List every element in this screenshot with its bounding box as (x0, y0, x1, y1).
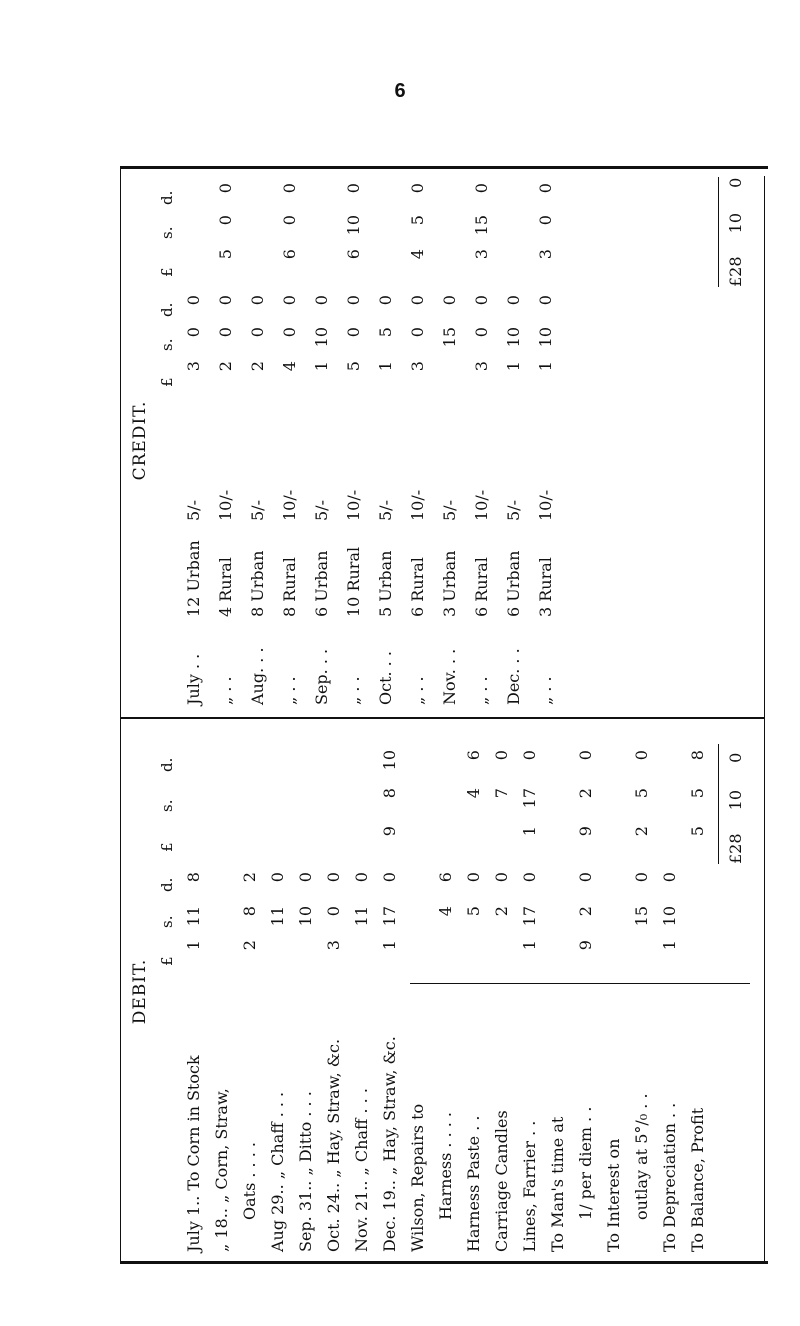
debit-row (324, 719, 348, 1264)
debit-row-label: To Balance, Profit (688, 1107, 707, 1252)
credit-row (408, 164, 432, 717)
debit-row-shillings-2: 5 (688, 788, 707, 799)
credit-row-pence: 0 (376, 295, 395, 306)
debit-row-shillings: 11 (268, 906, 287, 927)
credit-row (344, 164, 368, 717)
debit-row-shillings: 2 (576, 906, 595, 917)
credit-row-pounds-2: 6 (344, 249, 363, 260)
debit-row-shillings: 0 (324, 906, 343, 917)
debit-row-pence-2: 10 (380, 750, 399, 771)
debit-row-shillings-2: 2 (576, 788, 595, 799)
debit-row (240, 719, 264, 1264)
debit-row-pounds-2: 5 (688, 826, 707, 837)
credit-row-pounds-2: 4 (408, 249, 427, 260)
debit-row-shillings: 5 (464, 906, 483, 917)
debit-col-pence-2: d. (158, 757, 176, 772)
credit-row-shillings: 5 (376, 327, 395, 338)
credit-row-journeys: 8 Rural (280, 557, 299, 617)
debit-row (380, 719, 404, 1264)
debit-row-pence: 0 (268, 872, 287, 883)
debit-row (268, 719, 292, 1264)
credit-row-pounds: 1 (376, 361, 395, 372)
credit-row-journeys: 5 Urban (376, 550, 395, 617)
credit-row-rate: 10/- (280, 489, 299, 521)
debit-row-label: „ 18.. „ Corn, Straw, (212, 1088, 231, 1252)
credit-row-pence: 0 (472, 295, 491, 306)
debit-row-pence-2: 0 (632, 750, 651, 761)
credit-row-shillings: 0 (280, 327, 299, 338)
credit-row-shillings: 0 (344, 327, 363, 338)
credit-row-month: Dec. . . (504, 648, 523, 705)
credit-col-pence-2: d. (158, 190, 176, 205)
debit-col-pound-2: £ (158, 842, 176, 852)
credit-row (216, 164, 240, 717)
credit-row-month: „ . . (344, 676, 363, 705)
debit-row-shillings-2: 4 (464, 788, 483, 799)
debit-col-shilling: s. (158, 915, 176, 928)
credit-row-rate: 5/- (184, 500, 203, 521)
credit-col-pound: £ (158, 377, 176, 387)
credit-total (726, 178, 745, 287)
credit-col-pence: d. (158, 302, 176, 317)
debit-row (492, 719, 516, 1264)
debit-row-label: Dec. 19.. „ Hay, Straw, &c. (380, 1036, 399, 1252)
credit-row-pounds-2: 6 (280, 249, 299, 260)
credit-heading: CREDIT. (130, 400, 150, 481)
debit-row-pounds-2: 1 (520, 826, 539, 837)
credit-row-journeys: 6 Rural (472, 557, 491, 617)
debit-row-pounds: 2 (240, 940, 259, 951)
credit-row-rate: 5/- (312, 500, 331, 521)
debit-row (660, 719, 684, 1264)
debit-row-pounds: 1 (520, 940, 539, 951)
debit-row (436, 719, 460, 1264)
credit-row-rate: 5/- (504, 500, 523, 521)
debit-col-shilling-2: s. (158, 799, 176, 812)
credit-row-shillings-2: 0 (536, 215, 555, 226)
credit-row-pence: 0 (536, 295, 555, 306)
credit-row-month: „ . . (280, 676, 299, 705)
credit-row-month: Sep. . . (312, 648, 331, 705)
credit-row-shillings-2: 0 (216, 215, 235, 226)
debit-row (688, 719, 712, 1264)
credit-row-rate: 10/- (536, 489, 555, 521)
debit-row-shillings: 10 (660, 906, 679, 927)
debit-row-pence-2: 0 (576, 750, 595, 761)
credit-row-pence-2: 0 (216, 183, 235, 194)
debit-heading: DEBIT. (130, 958, 150, 1025)
credit-total-pence: 0 (726, 177, 745, 188)
debit-row-pence-2: 0 (520, 750, 539, 761)
credit-row-pounds: 5 (344, 361, 363, 372)
credit-row-pence: 0 (504, 295, 523, 306)
debit-row-pounds: 1 (380, 940, 399, 951)
credit-row (440, 164, 464, 717)
credit-row-pounds: 1 (504, 361, 523, 372)
rotated-ledger (120, 166, 764, 1264)
credit-row-shillings: 10 (536, 327, 555, 348)
debit-row-shillings: 17 (380, 906, 399, 927)
credit-row-pence: 0 (312, 295, 331, 306)
credit-row (376, 164, 400, 717)
debit-row-shillings-2: 8 (380, 788, 399, 799)
credit-row-shillings: 10 (504, 327, 523, 348)
credit-row-shillings: 10 (312, 327, 331, 348)
right-rule (764, 176, 765, 1264)
debit-col-pence: d. (158, 877, 176, 892)
credit-row-pence: 0 (248, 295, 267, 306)
debit-row-shillings-2: 7 (492, 788, 511, 799)
credit-total-shillings: 10 (726, 213, 745, 234)
debit-row-pence: 0 (632, 872, 651, 883)
credit-row-journeys: 12 Urban (184, 540, 203, 617)
debit-col-pound: £ (158, 956, 176, 966)
credit-row-pounds-2: 3 (536, 249, 555, 260)
debit-row-label: Carriage Candles (492, 1110, 511, 1252)
credit-total-pounds: £28 (726, 256, 745, 287)
debit-row-label: Nov. 21.. „ Chaff . . . (352, 1088, 371, 1252)
debit-row-pounds-2: 9 (380, 826, 399, 837)
credit-row-rate: 5/- (440, 500, 459, 521)
credit-row-journeys: 6 Urban (312, 550, 331, 617)
debit-row-pence: 0 (296, 872, 315, 883)
debit-row-pence: 0 (380, 872, 399, 883)
debit-row (212, 719, 236, 1264)
credit-row-pence-2: 0 (408, 183, 427, 194)
credit-row-journeys: 6 Urban (504, 550, 523, 617)
credit-row-shillings: 0 (184, 327, 203, 338)
credit-row-month: „ . . (408, 676, 427, 705)
debit-row-shillings: 2 (492, 906, 511, 917)
credit-row-pence: 0 (344, 295, 363, 306)
credit-total-rule (718, 177, 719, 287)
debit-row-shillings: 4 (436, 906, 455, 917)
credit-row-shillings: 0 (216, 327, 235, 338)
credit-row-pounds: 2 (216, 361, 235, 372)
credit-section (120, 164, 764, 719)
credit-row-shillings-2: 15 (472, 215, 491, 236)
credit-row-journeys: 6 Rural (408, 557, 427, 617)
credit-row-pounds: 1 (536, 361, 555, 372)
debit-row-label: Wilson, Repairs to (408, 1103, 427, 1252)
debit-row (464, 719, 488, 1264)
debit-row-label: July 1.. To Corn in Stock (184, 1055, 203, 1252)
credit-row-rate: 5/- (248, 500, 267, 521)
credit-row-journeys: 4 Rural (216, 557, 235, 617)
credit-row-pounds-2: 5 (216, 249, 235, 260)
debit-row-label: To Man's time at (548, 1116, 567, 1252)
credit-row-month: „ . . (216, 676, 235, 705)
debit-row-pence: 6 (436, 872, 455, 883)
credit-row (280, 164, 304, 717)
debit-total (726, 753, 745, 864)
credit-row-month: Oct. . . (376, 651, 395, 705)
credit-row-pounds: 3 (472, 361, 491, 372)
credit-row-month: Aug. . . (248, 647, 267, 705)
credit-row-pounds-2: 3 (472, 249, 491, 260)
debit-row-shillings: 11 (184, 906, 203, 927)
debit-row (632, 719, 656, 1264)
credit-row (504, 164, 528, 717)
credit-row-pence-2: 0 (280, 183, 299, 194)
debit-row (604, 719, 628, 1264)
debit-row-shillings: 11 (352, 906, 371, 927)
debit-row (576, 719, 600, 1264)
credit-row-pence-2: 0 (472, 183, 491, 194)
credit-row-shillings-2: 5 (408, 215, 427, 226)
debit-row (184, 719, 208, 1264)
debit-row-pence: 0 (576, 872, 595, 883)
credit-row-month: Nov. . . (440, 648, 459, 705)
debit-row-pounds: 1 (660, 940, 679, 951)
debit-row-pence: 0 (464, 872, 483, 883)
credit-row (184, 164, 208, 717)
credit-row-rate: 10/- (472, 489, 491, 521)
credit-row-pence-2: 0 (344, 183, 363, 194)
debit-row-pence: 2 (240, 872, 259, 883)
credit-row-pence: 0 (216, 295, 235, 306)
credit-row-pence: 0 (408, 295, 427, 306)
debit-row-label: Harness Paste . . (464, 1115, 483, 1252)
debit-row-pounds: 9 (576, 940, 595, 951)
credit-row-pence-2: 0 (536, 183, 555, 194)
debit-row (296, 719, 320, 1264)
debit-row-pence: 0 (520, 872, 539, 883)
credit-row-rate: 10/- (344, 489, 363, 521)
debit-row-pence-2: 8 (688, 750, 707, 761)
debit-row-shillings: 15 (632, 906, 651, 927)
debit-row-label: 1/ per diem . . (576, 1106, 595, 1220)
debit-row-pounds: 1 (184, 940, 203, 951)
debit-row-pounds-2: 2 (632, 826, 651, 837)
debit-row-shillings-2: 5 (632, 788, 651, 799)
credit-row-rate: 10/- (216, 489, 235, 521)
credit-row-pounds: 3 (184, 361, 203, 372)
debit-row-label: Lines, Farrier . . (520, 1120, 539, 1252)
credit-row-pounds: 1 (312, 361, 331, 372)
credit-row-pounds: 3 (408, 361, 427, 372)
credit-col-shilling-2: s. (158, 226, 176, 239)
debit-total-pence: 0 (726, 752, 745, 763)
debit-row-label: Aug 29.. „ Chaff . . . (268, 1091, 287, 1252)
debit-total-rule (718, 744, 719, 864)
debit-row-pence-2: 0 (492, 750, 511, 761)
debit-column-rule (410, 983, 750, 984)
debit-total-shillings: 10 (726, 790, 745, 811)
debit-row (352, 719, 376, 1264)
credit-row-shillings: 0 (472, 327, 491, 338)
credit-row-journeys: 10 Rural (344, 546, 363, 617)
credit-row-pence: 0 (280, 295, 299, 306)
credit-row (536, 164, 560, 717)
debit-row (408, 719, 432, 1264)
credit-row-shillings: 0 (248, 327, 267, 338)
debit-total-pounds: £28 (726, 833, 745, 864)
credit-row-shillings: 15 (440, 327, 459, 348)
debit-row-pence: 0 (352, 872, 371, 883)
credit-row-rate: 5/- (376, 500, 395, 521)
credit-row-pounds: 2 (248, 361, 267, 372)
debit-row-label: Harness . . . . (436, 1111, 455, 1220)
credit-row-pence: 0 (440, 295, 459, 306)
debit-row-pence-2: 6 (464, 750, 483, 761)
debit-row-pounds: 3 (324, 940, 343, 951)
debit-row (520, 719, 544, 1264)
credit-row (312, 164, 336, 717)
debit-row-shillings: 10 (296, 906, 315, 927)
debit-row-label: Sep. 31.. „ Ditto . . . (296, 1091, 315, 1252)
debit-row-pence: 8 (184, 872, 203, 883)
debit-row-label: Oats . . . . (240, 1142, 259, 1220)
debit-row-pence: 0 (660, 872, 679, 883)
debit-row-shillings-2: 17 (520, 788, 539, 809)
debit-row (548, 719, 572, 1264)
credit-row (472, 164, 496, 717)
credit-row-pence: 0 (184, 295, 203, 306)
debit-row-label: Oct. 24.. „ Hay, Straw, &c. (324, 1038, 343, 1252)
credit-row-shillings-2: 10 (344, 215, 363, 236)
debit-row-pence: 0 (492, 872, 511, 883)
credit-row-month: July . . (184, 653, 203, 705)
debit-row-shillings: 8 (240, 906, 259, 917)
credit-row-rate: 10/- (408, 489, 427, 521)
debit-row-label: To Depreciation . . (660, 1102, 679, 1252)
debit-row-label: To Interest on (604, 1138, 623, 1252)
credit-row-shillings-2: 0 (280, 215, 299, 226)
debit-row-pounds-2: 9 (576, 826, 595, 837)
credit-row-month: „ . . (472, 676, 491, 705)
credit-row-pounds: 4 (280, 361, 299, 372)
credit-row (248, 164, 272, 717)
credit-row-journeys: 3 Urban (440, 550, 459, 617)
credit-row-shillings: 0 (408, 327, 427, 338)
credit-row-journeys: 3 Rural (536, 557, 555, 617)
debit-row-label: outlay at 5°/₀ . . (632, 1093, 651, 1220)
debit-row-shillings: 17 (520, 906, 539, 927)
debit-section (120, 719, 764, 1264)
page-number: 6 (394, 80, 406, 102)
credit-col-shilling: s. (158, 338, 176, 351)
credit-col-pound-2: £ (158, 267, 176, 277)
credit-row-month: „ . . (536, 676, 555, 705)
debit-row-pence: 0 (324, 872, 343, 883)
credit-row-journeys: 8 Urban (248, 550, 267, 617)
